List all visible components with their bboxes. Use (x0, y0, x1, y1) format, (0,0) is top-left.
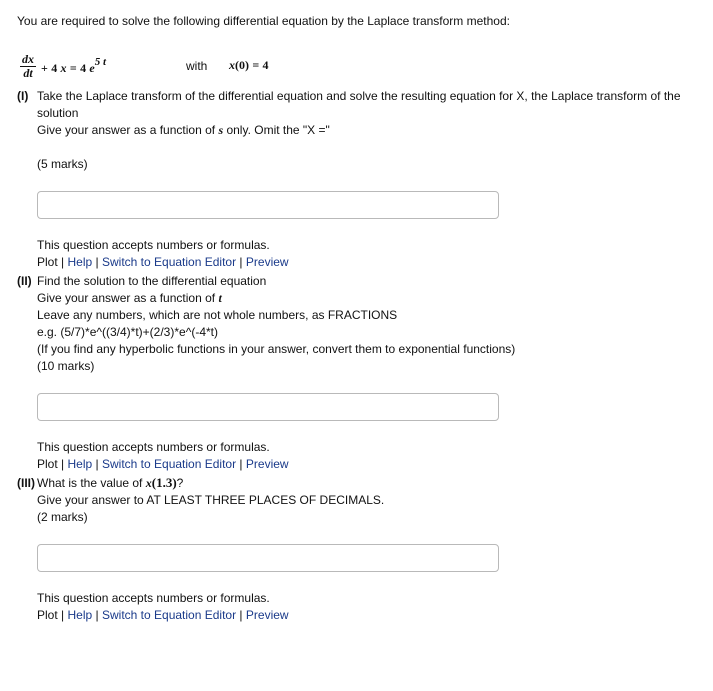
part1-var-s: s (218, 123, 224, 137)
intro-text: You are required to solve the following differential equation by the Laplace transform method: (17, 14, 510, 28)
part1-links (37, 255, 289, 269)
link-separator: | (95, 457, 99, 471)
part1-marker: (I) (17, 89, 29, 103)
ic-var: x (229, 58, 235, 72)
part2-line1: Find the solution to the differential equation (37, 274, 267, 288)
link-separator: | (239, 255, 243, 269)
link-separator: | (95, 255, 99, 269)
link-separator: | (239, 457, 243, 471)
eq-rhs-exponent: 5 t (94, 56, 107, 68)
link-separator: | (239, 608, 243, 622)
part1-help-link[interactable]: Help (67, 255, 93, 269)
link-separator: | (61, 255, 65, 269)
link-separator: | (95, 608, 99, 622)
part2-help-link[interactable]: Help (67, 457, 93, 471)
ic-equals: = (252, 58, 260, 72)
part2-line2-pre: Give your answer as a function of (37, 291, 216, 305)
part2-switch-editor-link[interactable]: Switch to Equation Editor (102, 457, 237, 471)
ic-value: 4 (262, 58, 269, 72)
part1-answer-input[interactable] (37, 191, 499, 219)
part3-line1-pre: What is the value of (37, 476, 143, 490)
part2-marker: (II) (17, 274, 32, 288)
derivative-fraction (20, 53, 36, 80)
link-separator: | (61, 608, 65, 622)
part3-answer-input[interactable] (37, 544, 499, 572)
part3-marker: (III) (17, 476, 35, 490)
fraction-numerator: dx (22, 52, 34, 66)
part1-line3 (37, 123, 330, 138)
part3-var-x: x (145, 476, 152, 490)
eq-rhs-base: e (89, 61, 95, 75)
part1-line2: solution (37, 106, 79, 120)
part3-arg: (1.3) (151, 475, 177, 490)
part3-line1 (37, 475, 183, 491)
eq-plus: + (41, 61, 48, 75)
part2-line4: e.g. (5/7)*e^((3/4)*t)+(2/3)*e^(-4*t) (37, 325, 218, 339)
part2-line2 (37, 291, 222, 306)
part2-line3: Leave any numbers, which are not whole numbers, as FRACTIONS (37, 308, 398, 322)
part1-preview-link[interactable]: Preview (245, 255, 289, 269)
part1-line3-post: only. Omit the "X =" (226, 123, 330, 137)
part1-switch-editor-link[interactable]: Switch to Equation Editor (102, 255, 237, 269)
part3-qmark: ? (176, 476, 184, 490)
eq-coef: 4 (51, 61, 58, 75)
part2-accepts-text: This question accepts numbers or formulas. (37, 440, 270, 454)
part1-line1: Take the Laplace transform of the differential equation and solve the resulting equation for X, the Laplace transform of the (37, 89, 681, 103)
part3-plot-link[interactable]: Plot (37, 608, 58, 622)
eq-rhs-coef: 4 (80, 61, 87, 75)
part3-accepts-text: This question accepts numbers or formulas. (37, 591, 270, 605)
part2-preview-link[interactable]: Preview (245, 457, 289, 471)
part1-marks: (5 marks) (37, 157, 88, 171)
equation-body (41, 58, 106, 76)
eq-equals: = (69, 61, 77, 75)
fraction-denominator: dt (23, 66, 33, 80)
eq-var: x (60, 61, 67, 75)
part2-links (37, 457, 289, 471)
part2-answer-input[interactable] (37, 393, 499, 421)
part2-line5: (If you find any hyperbolic functions in your answer, convert them to exponential functions) (37, 342, 516, 356)
part3-line2: Give your answer to AT LEAST THREE PLACES OF DECIMALS. (37, 493, 385, 507)
part3-switch-editor-link[interactable]: Switch to Equation Editor (102, 608, 237, 622)
part3-preview-link[interactable]: Preview (245, 608, 289, 622)
part3-links (37, 608, 289, 622)
part3-help-link[interactable]: Help (67, 608, 93, 622)
ic-arg: (0) (235, 58, 249, 72)
part1-line3-pre: Give your answer as a function of (37, 123, 216, 137)
part1-accepts-text: This question accepts numbers or formulas. (37, 238, 270, 252)
with-label: with (186, 59, 208, 73)
part2-plot-link[interactable]: Plot (37, 457, 58, 471)
link-separator: | (61, 457, 65, 471)
part3-marks: (2 marks) (37, 510, 88, 524)
part2-var-t: t (218, 291, 222, 305)
initial-condition (229, 58, 269, 73)
part1-plot-link[interactable]: Plot (37, 255, 58, 269)
part2-marks: (10 marks) (37, 359, 95, 373)
